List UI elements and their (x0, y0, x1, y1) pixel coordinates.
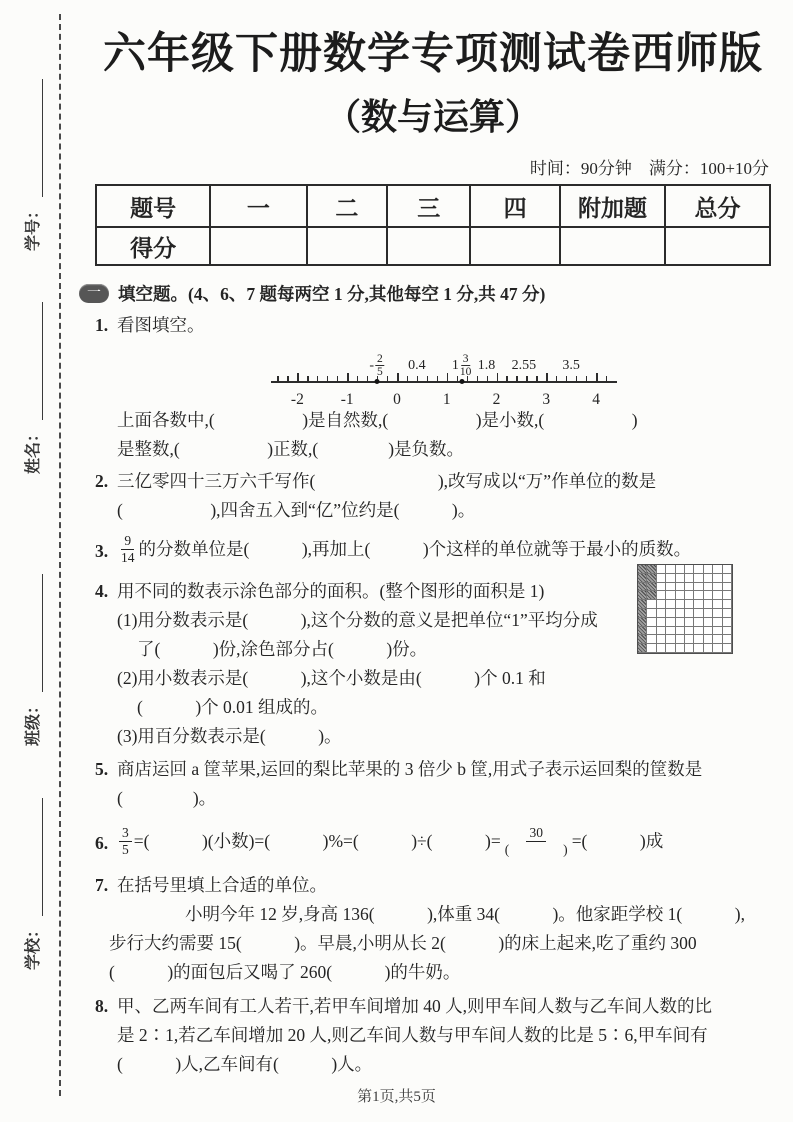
grid-cell (704, 591, 713, 600)
grid-cell (647, 644, 656, 653)
grid-cell (666, 565, 675, 574)
grid-cell (704, 635, 713, 644)
question-text: 在括号里填上合适的单位。 (117, 875, 327, 895)
number-line-point-label: 3.5 (562, 358, 580, 373)
grid-cell (685, 644, 694, 653)
grid-cell (694, 635, 703, 644)
student-name-label: 姓名： (25, 425, 42, 474)
question-number: 4. (95, 581, 109, 601)
question-2 (95, 467, 771, 525)
question-text: ( ),四舍五入到“亿”位约是( )。 (117, 500, 476, 520)
question-6 (95, 821, 771, 865)
paper-subtitle: （数与运算） (324, 97, 541, 137)
grid-cell (676, 565, 685, 574)
question-text: 是 2∶1,若乙车间增加 20 人,则乙车间人数与甲车间人数的比是 5∶6,甲车间有 (117, 1025, 708, 1045)
grid-cell (666, 591, 675, 600)
grid-cell (694, 574, 703, 583)
question-5 (95, 755, 771, 813)
question-text: 步行大约需要 15( )。早晨,小明从长 2( )的床上起来,吃了重约 300 (109, 933, 697, 953)
score-cell (307, 227, 388, 265)
grid-cell (713, 583, 722, 592)
score-header-cell: 附加题 (560, 185, 665, 227)
question-number: 6. (95, 833, 109, 853)
grid-cell (685, 609, 694, 618)
grid-cell-shaded (638, 574, 647, 583)
grid-cell (685, 618, 694, 627)
number-line-tick (546, 373, 548, 382)
class-blank-line (28, 574, 43, 692)
grid-cell-shaded (647, 574, 656, 583)
grid-cell (723, 635, 732, 644)
grid-cell (676, 574, 685, 583)
number-line-axis-label: 3 (542, 391, 551, 408)
grid-cell (713, 574, 722, 583)
margin-dashed-line (59, 14, 61, 1096)
number-line-axis-label: -2 (290, 391, 304, 408)
student-name-field (23, 302, 43, 474)
number-line-tick (307, 376, 308, 382)
number-line-tick (556, 376, 557, 382)
fraction: $\frac{3}{5}$ (119, 825, 132, 857)
grid-cell (713, 618, 722, 627)
grid-cell (666, 627, 675, 636)
number-line-dot (375, 379, 380, 384)
question-number: 7. (95, 875, 109, 895)
score-table (95, 184, 771, 266)
question-text: 是整数,( )正数,( )是负数。 (117, 439, 465, 459)
grid-cell-shaded (638, 644, 647, 653)
number-line-tick (497, 373, 499, 382)
grid-cell (676, 600, 685, 609)
school-blank-line (28, 798, 43, 916)
grid-cell (676, 627, 685, 636)
number-line-axis-label: -1 (340, 391, 354, 408)
grid-cell (657, 600, 666, 609)
question-7 (95, 871, 771, 987)
paper-content (87, 0, 771, 1079)
class-label: 班级： (25, 697, 42, 746)
grid-cell (666, 574, 675, 583)
question-part-1-cont: 了( )份,涂色部分占( )份。 (137, 639, 428, 659)
question-text: ( )的面包后又喝了 260( )的牛奶。 (109, 962, 461, 982)
question-text: 甲、乙两车间有工人若干,若甲车间增加 40 人,则甲车间人数与乙车间人数的比 (117, 996, 712, 1016)
grid-cell-shaded (638, 600, 647, 609)
grid-cell (704, 574, 713, 583)
grid-cell (657, 565, 666, 574)
grid-cell (704, 583, 713, 592)
number-line-tick (327, 376, 328, 382)
grid-cell (647, 627, 656, 636)
page-number: 第1页,共5页 (357, 1089, 436, 1105)
section-one-heading (79, 281, 771, 306)
grid-cell (713, 565, 722, 574)
number-line-tick (317, 376, 318, 382)
number-line-tick (337, 376, 338, 382)
grid-cell (713, 600, 722, 609)
grid-cell (657, 644, 666, 653)
question-text: 用不同的数表示涂色部分的面积。(整个图形的面积是 1) (117, 581, 545, 601)
grid-cell (657, 609, 666, 618)
grid-cell-shaded (638, 609, 647, 618)
grid-cell (704, 618, 713, 627)
question-number: 8. (95, 996, 109, 1016)
number-line-tick (427, 376, 428, 382)
grid-cell (657, 627, 666, 636)
number-line-point-label: 2.55 (511, 358, 537, 373)
number-line-tick (586, 376, 587, 382)
score-table-header-row (96, 185, 770, 227)
number-line-axis (271, 381, 617, 383)
grid-cell-shaded (638, 627, 647, 636)
number-line-axis-label: 4 (592, 391, 600, 408)
grid-cell (723, 627, 732, 636)
question-number: 1. (95, 315, 109, 335)
grid-cell (676, 583, 685, 592)
grid-cell (657, 583, 666, 592)
score-cell (470, 227, 560, 265)
grid-cell (723, 583, 732, 592)
grid-cell-shaded (638, 583, 647, 592)
number-line-tick (397, 373, 399, 382)
question-number: 2. (95, 471, 109, 491)
score-header-cell: 二 (307, 185, 388, 227)
grid-cell (647, 600, 656, 609)
grid-cell (685, 600, 694, 609)
question-text: $\frac{3}{5}$ =( )(小数)=( )%=( )÷( )= 30 ( ) =( )成 (117, 827, 663, 859)
grid-cell-shaded (647, 591, 656, 600)
grid-cell (657, 618, 666, 627)
grid-cell (694, 583, 703, 592)
score-header-cell: 四 (470, 185, 560, 227)
grid-cell (713, 591, 722, 600)
grid-cell (713, 627, 722, 636)
question-text: 小明今年 12 岁,身高 136( ),体重 34( )。他家距学校 1( ), (185, 904, 745, 924)
grid-cell (723, 618, 732, 627)
grid-cell (647, 635, 656, 644)
fraction: $\frac{9}{14}$ (121, 532, 135, 565)
grid-cell (694, 644, 703, 653)
question-text: 看图填空。 (117, 315, 205, 335)
grid-cell (685, 565, 694, 574)
score-cell (560, 227, 665, 265)
score-cell (210, 227, 306, 265)
grid-cell (666, 644, 675, 653)
question-part-2: (2)用小数表示是( ),这个小数是由( )个 0.1 和 (117, 668, 546, 688)
student-id-label: 学号： (25, 202, 42, 251)
grid-cell (694, 609, 703, 618)
question-text: ( )。 (117, 788, 217, 808)
number-line-point-label: 1.8 (477, 358, 496, 373)
number-line-axis-label: 2 (492, 391, 501, 408)
fraction: 30 ( ) (504, 824, 568, 857)
score-cell (665, 227, 770, 265)
question-8 (95, 992, 771, 1079)
score-header-cell: 三 (387, 185, 470, 227)
number-line-axis-label: 0 (393, 391, 401, 408)
grid-cell (685, 583, 694, 592)
grid-cell (704, 565, 713, 574)
time-and-score-info: 时间：90分钟 满分：100+10分 (529, 159, 769, 178)
grid-cell-shaded (647, 565, 656, 574)
number-line-tick (437, 376, 438, 382)
grid-cell (704, 644, 713, 653)
grid-cell (685, 635, 694, 644)
school-label: 学校： (25, 921, 42, 970)
grid-cell (685, 591, 694, 600)
grid-cell (666, 583, 675, 592)
grid-cell (723, 565, 732, 574)
student-id-blank-line (28, 79, 43, 197)
grid-cell-shaded (638, 565, 647, 574)
number-line-point-label: - $\frac{2}{5}$ (369, 352, 383, 378)
grid-cell (723, 609, 732, 618)
question-text: 三亿零四十三万六千写作( ),改写成以“万”作单位的数是 (117, 471, 657, 491)
score-header-cell: 一 (210, 185, 306, 227)
number-line-axis-label: 1 (442, 391, 451, 408)
question-part-3: (3)用百分数表示是( )。 (117, 726, 342, 746)
grid-cell (666, 618, 675, 627)
grid-cell (694, 565, 703, 574)
number-line-tick (347, 373, 349, 382)
grid-cell (694, 627, 703, 636)
grid-cell-shaded (638, 618, 647, 627)
grid-cell (704, 609, 713, 618)
grid-cell (666, 600, 675, 609)
number-line-tick (287, 376, 288, 382)
section-one-title: 填空题。(4、6、7 题每两空 1 分,其他每空 1 分,共 47 分) (118, 284, 546, 304)
question-number: 3. (95, 541, 109, 561)
question-part-2-cont: ( )个 0.01 组成的。 (137, 697, 329, 717)
grid-cell (657, 574, 666, 583)
score-cell (387, 227, 470, 265)
question-1 (95, 311, 771, 464)
hundred-grid-figure (637, 564, 733, 654)
paper-title: 六年级下册数学专项测试卷西师版 (103, 31, 763, 78)
grid-cell (647, 609, 656, 618)
grid-cell-shaded (647, 583, 656, 592)
number-line-point-label: 1 $\frac{3}{10}$ (451, 352, 472, 378)
grid-cell (723, 574, 732, 583)
number-line-tick (387, 376, 388, 382)
number-line-tick (506, 376, 507, 382)
question-text: 商店运回 a 筐苹果,运回的梨比苹果的 3 倍少 b 筐,用式子表示运回梨的筐数是 (117, 759, 703, 779)
grid-cell (676, 644, 685, 653)
grid-cell (704, 627, 713, 636)
grid-cell (723, 600, 732, 609)
number-line-point-label: 0.4 (408, 358, 426, 373)
school-field (23, 798, 43, 970)
question-text: ( )人,乙车间有( )人。 (117, 1054, 373, 1074)
section-one-badge-icon: 一 (79, 284, 109, 303)
grid-cell (676, 618, 685, 627)
grid-cell (676, 635, 685, 644)
number-line-tick (606, 376, 607, 382)
grid-cell (676, 609, 685, 618)
number-line-dot (459, 379, 464, 384)
number-line-tick (367, 376, 368, 382)
number-line-tick (277, 376, 278, 382)
score-header-cell: 总分 (665, 185, 770, 227)
question-text: $\frac{9}{14}$ 的分数单位是( ),再加上( )个这样的单位就等于最小的质数。 (121, 532, 692, 565)
grid-cell (713, 635, 722, 644)
grid-cell (713, 644, 722, 653)
grid-cell (676, 591, 685, 600)
grid-cell (657, 591, 666, 600)
grid-cell (694, 618, 703, 627)
grid-cell (647, 618, 656, 627)
question-number: 5. (95, 759, 109, 779)
grid-cell-shaded (638, 635, 647, 644)
grid-cell (685, 574, 694, 583)
grid-cell (666, 609, 675, 618)
grid-cell (694, 591, 703, 600)
grid-cell (657, 635, 666, 644)
number-line-tick (357, 376, 358, 382)
number-line-tick (596, 373, 598, 382)
student-id-field (23, 79, 43, 251)
student-name-blank-line (28, 302, 43, 420)
grid-cell (723, 591, 732, 600)
score-header-cell: 题号 (96, 185, 210, 227)
grid-cell (704, 600, 713, 609)
grid-cell-shaded (638, 591, 647, 600)
question-part-1: (1)用分数表示是( ),这个分数的意义是把单位“1”平均分成 (117, 610, 598, 630)
grid-cell (713, 609, 722, 618)
number-line-tick (536, 376, 537, 382)
number-line (275, 343, 611, 408)
score-table-score-row (96, 227, 770, 265)
grid-cell (723, 644, 732, 653)
score-row-label: 得分 (96, 227, 210, 265)
number-line-tick (297, 373, 299, 382)
grid-cell (666, 635, 675, 644)
number-line-tick (447, 373, 449, 382)
grid-cell (685, 627, 694, 636)
grid-cell (694, 600, 703, 609)
class-field (23, 574, 43, 746)
question-text: 上面各数中,( )是自然数,( )是小数,( ) (117, 410, 638, 430)
